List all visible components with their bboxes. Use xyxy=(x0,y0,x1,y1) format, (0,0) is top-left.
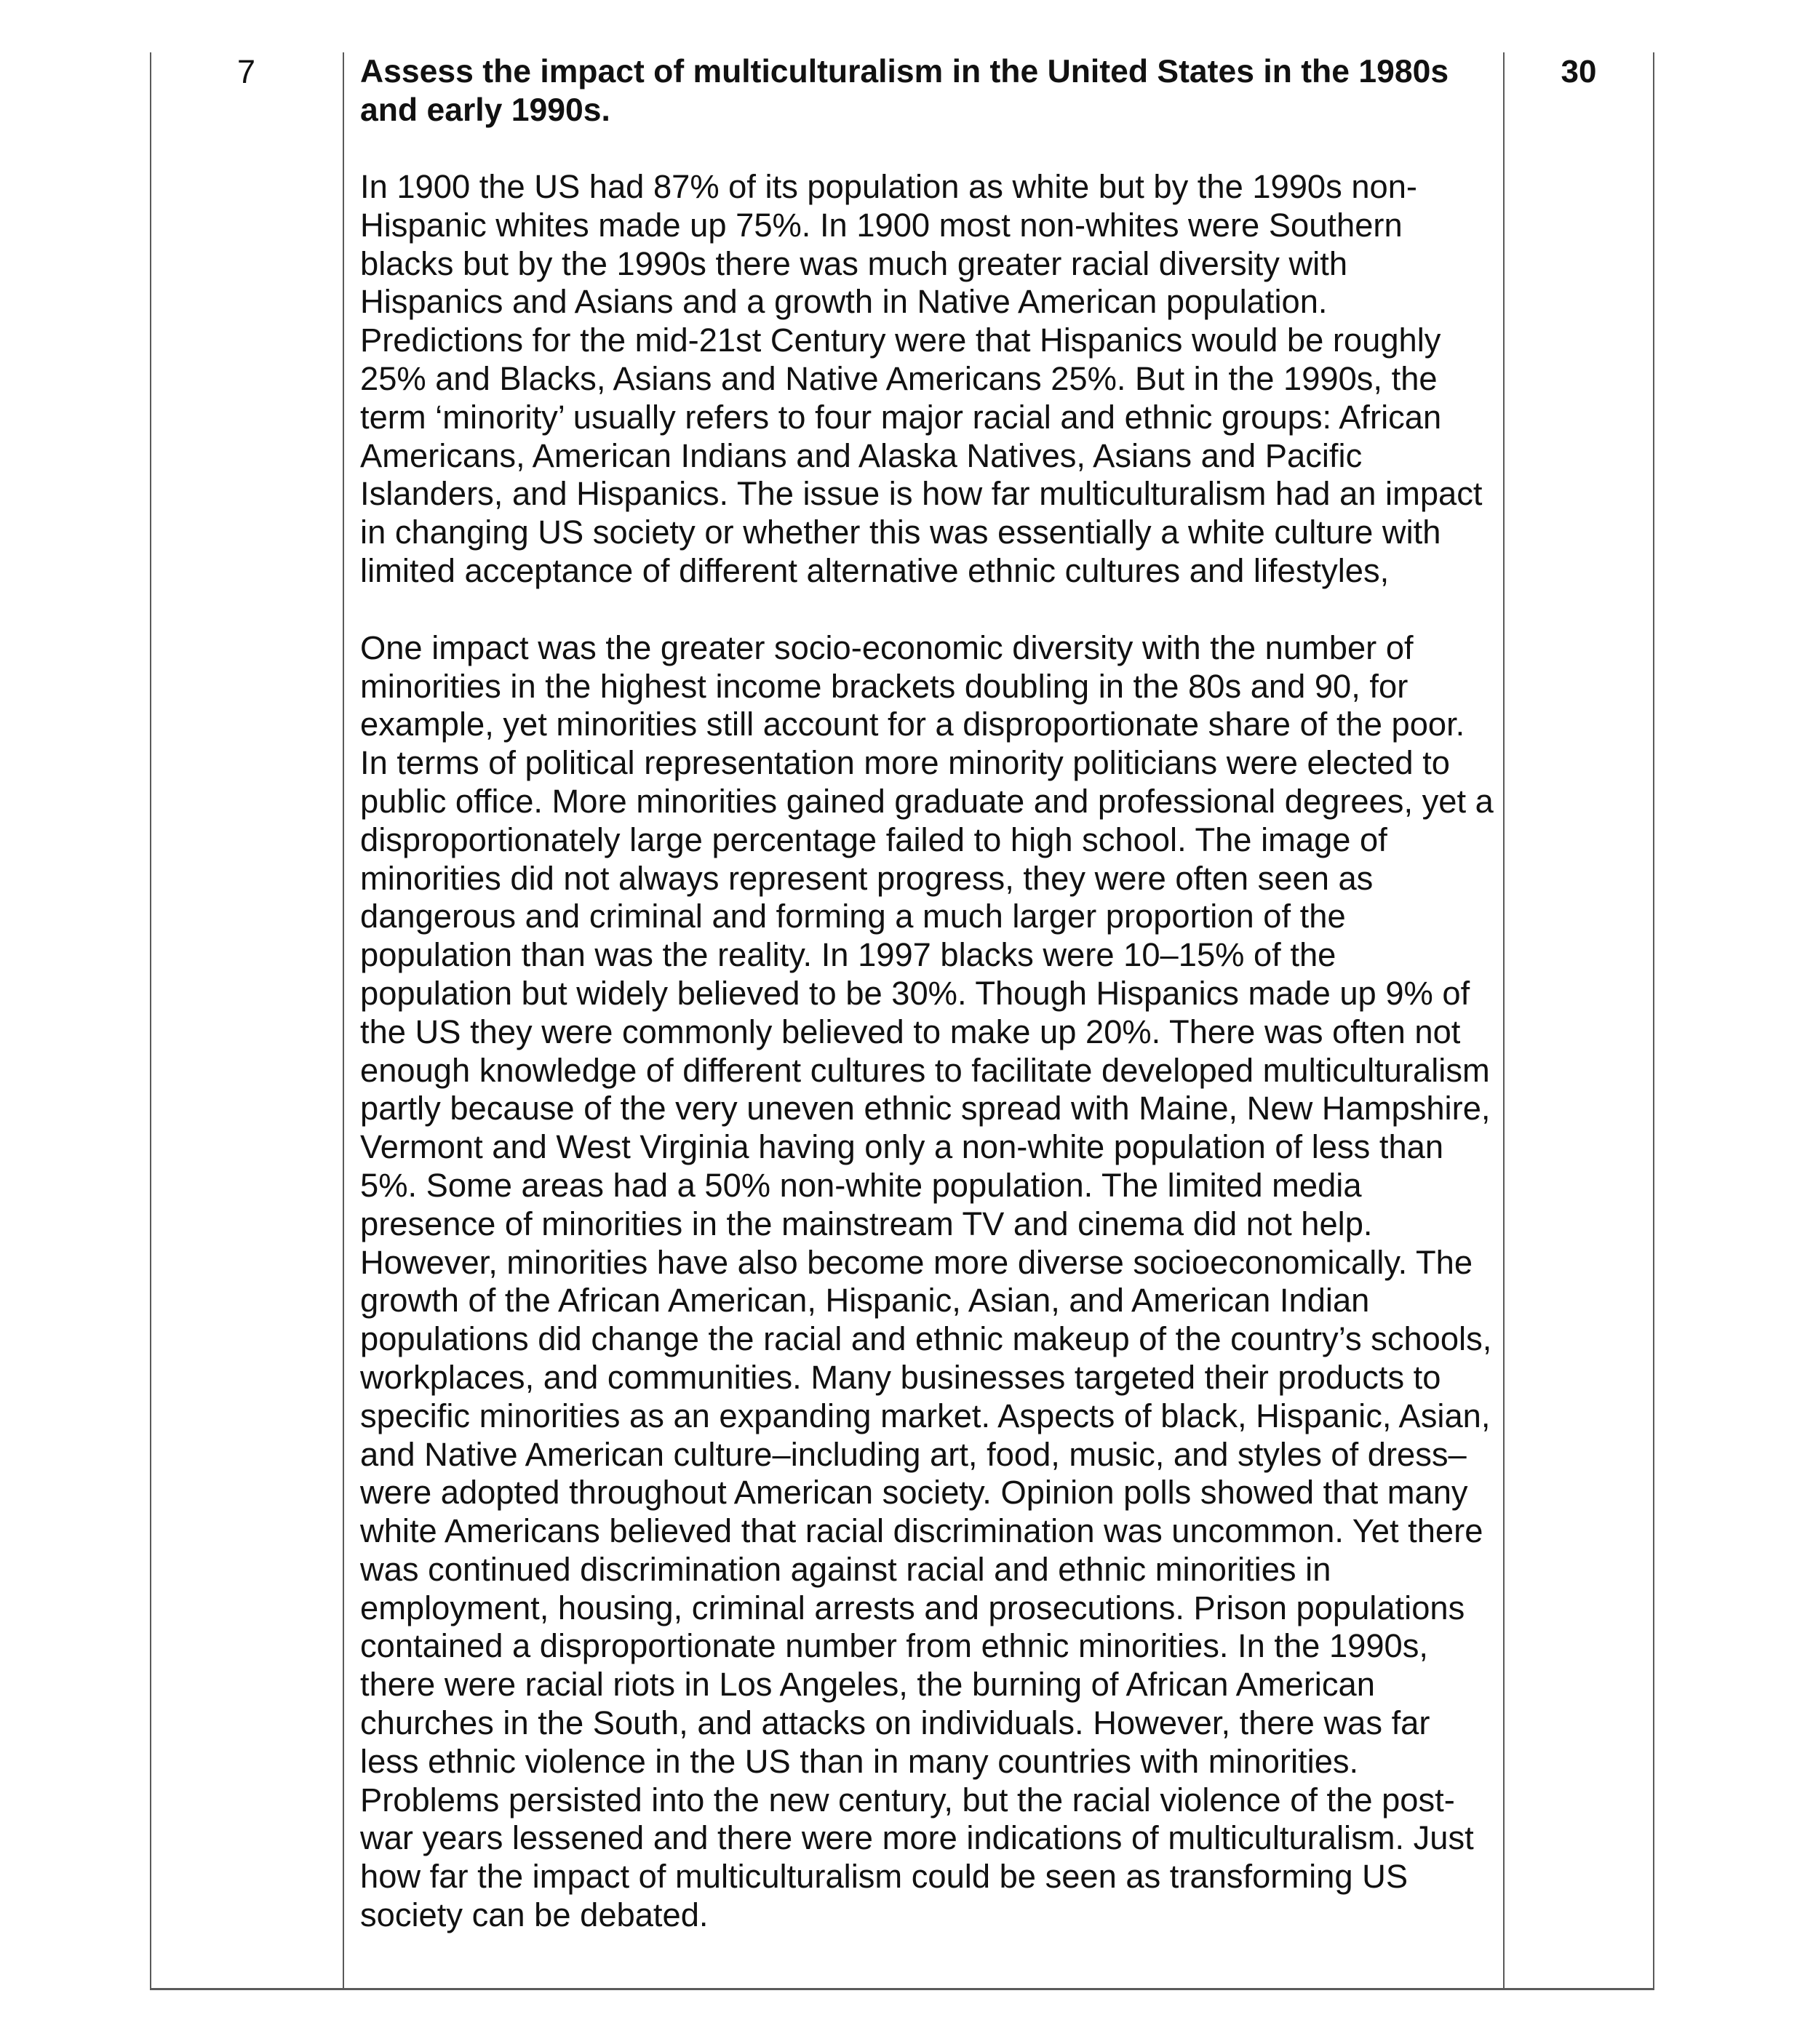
table-divider-marks xyxy=(1503,52,1505,1988)
answer-paragraph-2: One impact was the greater socio-economic diversity with the number of minorities in the highest income brackets doubling in the 80s and 90, for example, yet minorities still account for a disproportionate share of the poor. In terms of political representation more minority politicians were elected to public office. More minorities gained graduate and professional degrees, yet a disproportionately large percentage failed to high school. The image of minorities did not always represent progress, they were often seen as dangerous and criminal and forming a much larger proportion of the population than was the reality. In 1997 blacks were 10–15% of the population but widely believed to be 30%. Though Hispanics made up 9% of the US they were commonly believed to make up 20%. There was often not enough knowledge of different cultures to facilitate developed multiculturalism partly because of the very uneven ethnic spread with Maine, New Hampshire, Vermont and West Virginia having only a non-white population of less than 5%. Some areas had a 50% non-white population. The limited media presence of minorities in the mainstream TV and cinema did not help. However, minorities have also become more diverse socioeconomically. The growth of the African American, Hispanic, Asian, and American Indian populations did change the racial and ethnic makeup of the country’s schools, workplaces, and communities. Many businesses targeted their products to specific minorities as an expanding market. Aspects of black, Hispanic, Asian, and Native American culture–including art, food, music, and styles of dress–were adopted throughout American society. Opinion polls showed that many white Americans believed that racial discrimination was uncommon. Yet there was continued discrimination against racial and ethnic minorities in employment, housing, criminal arrests and prosecutions. Prison populations contained a disproportionate number from ethnic minorities. In the 1990s, there were racial riots in Los Angeles, the burning of African American churches in the South, and attacks on individuals. However, there was far less ethnic violence in the US than in many countries with minorities. Problems persisted into the new century, but the racial violence of the post-war years lessened and there were more indications of multiculturalism. Just how far the impact of multiculturalism could be seen as transforming US society can be debated. xyxy=(360,628,1494,1934)
question-number: 7 xyxy=(236,53,256,90)
question-text: Assess the impact of multiculturalism in the United States in the 1980s and early 1990s. xyxy=(360,54,1449,128)
table-divider-number xyxy=(343,52,344,1988)
answer-paragraph-1: In 1900 the US had 87% of its population as white but by the 1990s non-Hispanic whites made up 75%. In 1900 most non-whites were Southern blacks but by the 1990s there was much greater racial diversity with Hispanics and Asians and a growth in Native American population. Predictions for the mid-21st Century were that Hispanics would be roughly 25% and Blacks, Asians and Native Americans 25%. But in the 1990s, the term ‘minority’ usually refers to four major racial and ethnic groups: African Americans, American Indians and Alaska Natives, Asians and Pacific Islanders, and Hispanics. The issue is how far multiculturalism had an impact in changing US society or whether this was essentially a white culture with limited acceptance of different alternative ethnic cultures and lifestyles, xyxy=(360,168,1483,589)
table-border-left xyxy=(150,52,151,1988)
table-border-right xyxy=(1653,52,1654,1988)
marks-value: 30 xyxy=(1561,54,1597,89)
mark-scheme-table xyxy=(150,52,1654,1990)
answer-cell xyxy=(360,52,1495,1935)
